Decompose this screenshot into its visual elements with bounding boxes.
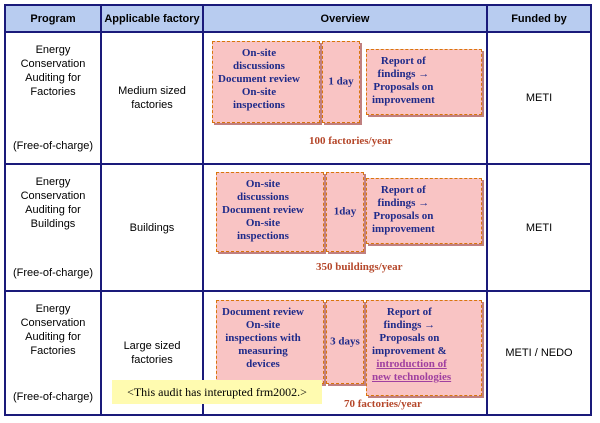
activities-box <box>212 41 320 123</box>
activities-text: On-site discussions Document review On-site inspections <box>222 178 304 242</box>
overview-cell <box>204 33 488 163</box>
activities-text: Document review On-site inspections with measuring devices <box>222 306 304 370</box>
applicable-factory: Large sized factories <box>102 292 204 414</box>
new-technologies-text: introduction of new technologies <box>372 358 452 383</box>
free-of-charge-label: (Free-of-charge) <box>12 391 94 403</box>
activities-box <box>216 300 324 384</box>
program-name: Energy Conservation Auditing for Buildings <box>20 176 86 230</box>
applicable-factory: Buildings <box>102 165 204 290</box>
report-box <box>366 300 482 396</box>
duration-box <box>326 300 364 384</box>
funded-by: METI / NEDO <box>505 347 573 359</box>
overview-cell <box>204 165 488 290</box>
report-box <box>366 49 482 115</box>
duration-text: 1day <box>333 205 357 218</box>
annual-count: 350 buildings/year <box>316 261 403 273</box>
header-row <box>6 6 590 33</box>
program-name: Energy Conservation Auditing for Factories <box>20 44 86 98</box>
audit-programs-table <box>4 4 592 416</box>
report-text: Report of findings → Proposals on improvement <box>372 55 435 106</box>
report-text: Report of findings → Proposals on improvement & <box>372 306 447 357</box>
header-program: Program <box>6 6 102 31</box>
funded-by: METI <box>525 92 553 104</box>
header-applicable-factory: Applicable factory <box>102 6 204 31</box>
program-name: Energy Conservation Auditing for Factories <box>20 303 86 357</box>
table-row <box>6 33 590 165</box>
header-funded-by: Funded by <box>511 12 567 25</box>
annual-count: 70 factories/year <box>344 398 422 410</box>
duration-box <box>322 41 360 123</box>
funded-by: METI <box>525 221 553 234</box>
table-row <box>6 165 590 292</box>
applicable-factory: Medium sized factories <box>102 33 204 163</box>
program-cell <box>6 292 102 414</box>
duration-box <box>326 172 364 252</box>
annual-count: 100 factories/year <box>309 135 393 147</box>
free-of-charge-label: (Free-of-charge) <box>12 140 94 152</box>
program-cell <box>6 165 102 290</box>
free-of-charge-label: (Free-of-charge) <box>12 267 94 279</box>
program-cell <box>6 33 102 163</box>
report-text: Report of findings → Proposals on improvement <box>372 184 435 235</box>
header-overview: Overview <box>204 6 488 31</box>
report-box <box>366 178 482 244</box>
duration-text: 3 days <box>330 335 360 348</box>
audit-interruption-note: <This audit has interupted frm2002.> <box>112 380 322 404</box>
activities-text: On-site discussions Document review On-site inspections <box>218 47 300 111</box>
duration-text: 1 day <box>328 75 354 88</box>
activities-box <box>216 172 324 252</box>
